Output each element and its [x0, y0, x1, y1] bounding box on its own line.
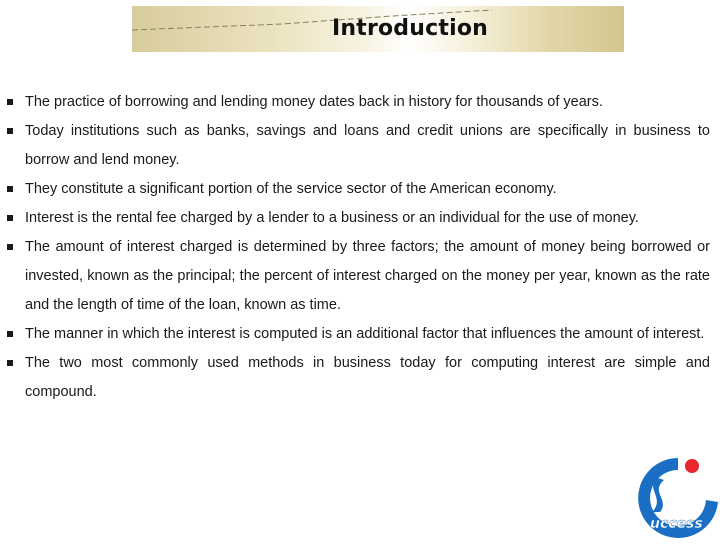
bullet-item [6, 233, 710, 320]
bullet-text: They constitute a significant portion of the service sector of the American economy. [25, 181, 557, 197]
title-banner [132, 6, 624, 52]
success-logo [636, 454, 720, 540]
bullet-list [6, 88, 710, 407]
logo-text: uccess [650, 516, 703, 532]
bullet-item [6, 349, 710, 407]
bullet-marker [7, 331, 13, 337]
slide-title: Introduction [331, 16, 488, 41]
bullet-item [6, 175, 710, 204]
bullet-marker [7, 128, 13, 134]
bullet-marker [7, 244, 13, 250]
logo-dot [685, 459, 699, 473]
logo-s-mark [652, 478, 664, 512]
bullet-text: The two most commonly used methods in business today for computing interest are simple and compound. [25, 355, 710, 400]
bullet-item [6, 117, 710, 175]
bullet-text: The amount of interest charged is determined by three factors; the amount of money being borrowed or invested, known as the principal; the percent of interest charged on the money per year, known as the rate and the length of time of the loan, known as time. [25, 239, 710, 313]
bullet-marker [7, 99, 13, 105]
bullet-text: Today institutions such as banks, savings and loans and credit unions are specifically in business to borrow and lend money. [25, 123, 710, 168]
bullet-marker [7, 360, 13, 366]
bullet-text: The manner in which the interest is computed is an additional factor that influences the amount of interest. [25, 326, 705, 342]
bullet-item [6, 88, 710, 117]
bullet-marker [7, 215, 13, 221]
bullet-marker [7, 186, 13, 192]
bullet-text: Interest is the rental fee charged by a lender to a business or an individual for the use of money. [25, 210, 639, 226]
bullet-text: The practice of borrowing and lending money dates back in history for thousands of years. [25, 94, 603, 110]
bullet-item [6, 204, 710, 233]
bullet-item [6, 320, 710, 349]
